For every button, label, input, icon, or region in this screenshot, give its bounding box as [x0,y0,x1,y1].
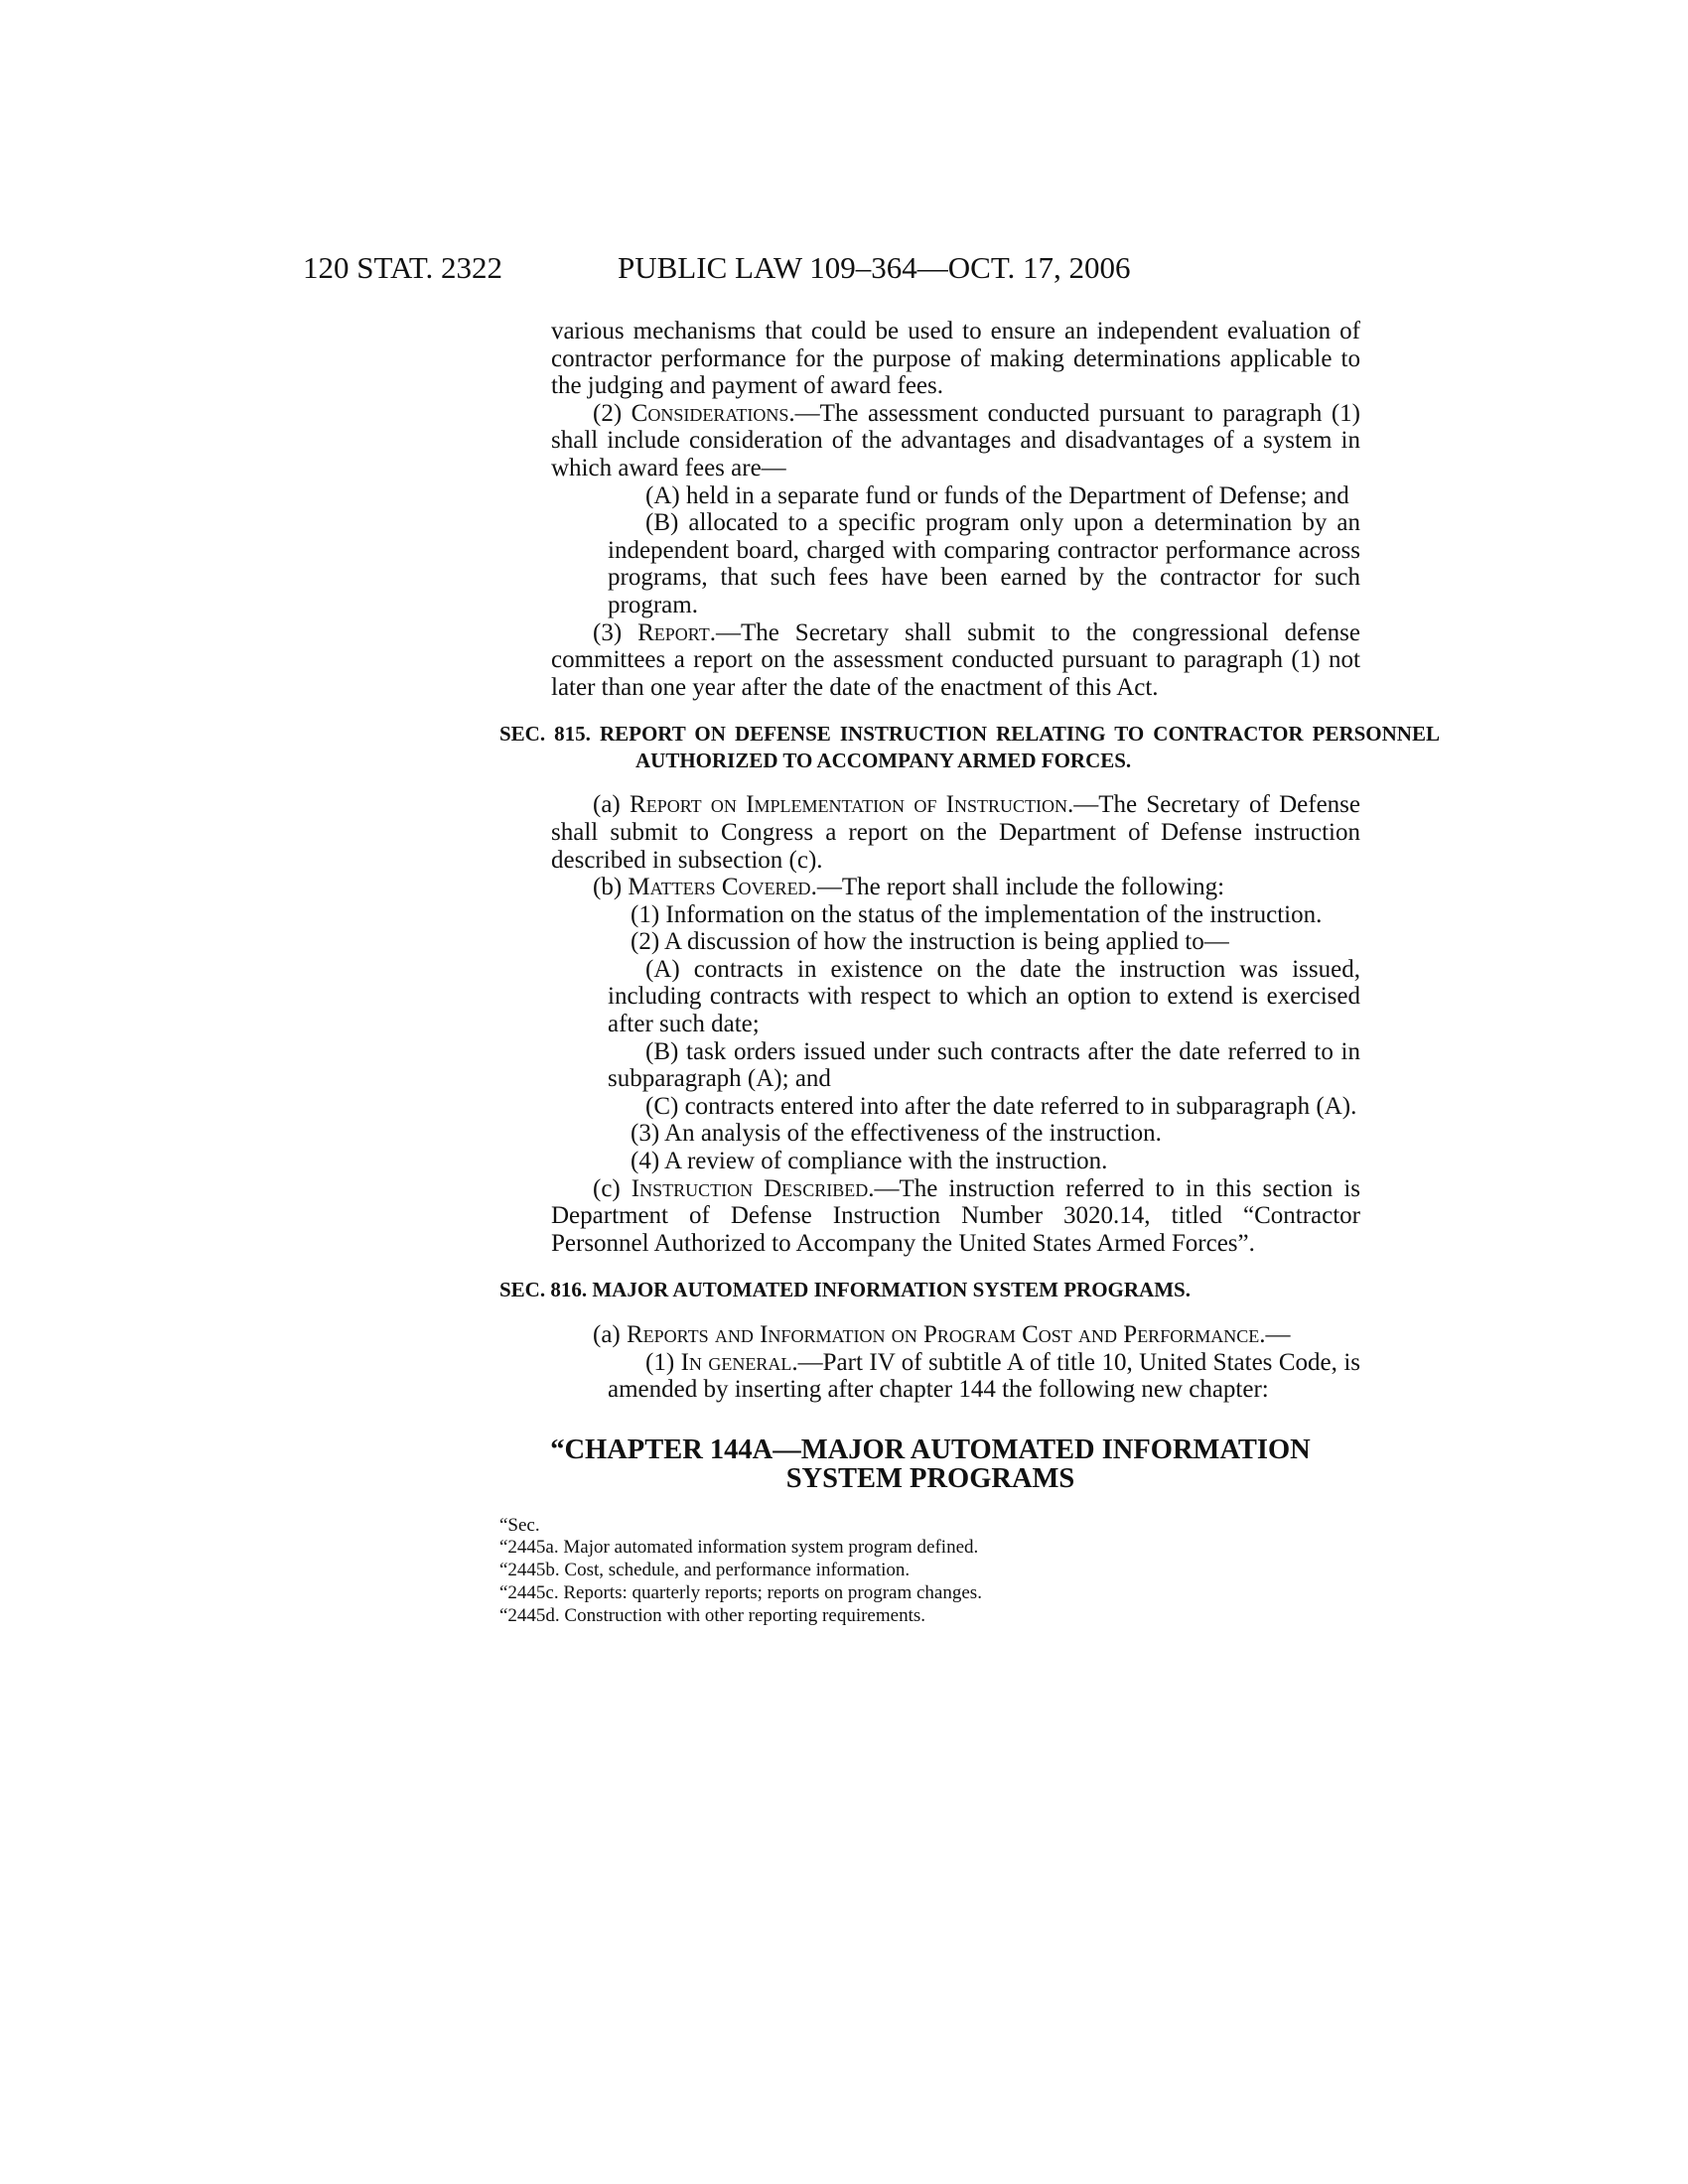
considerations-item-b: (B) allocated to a specific program only upon a determination by an independent board, charged with comparing contractor performance across programs, that such fees have been earned by the contractor for such program. [608,509,1360,618]
sec816-a-dash: .— [1259,1320,1291,1348]
sec816-a-number: (a) [593,1320,627,1348]
sec815-b-item-1: (1) Information on the status of the implementation of the instruction. [631,900,1323,928]
sec815-c-label: Instruction Described [631,1174,869,1202]
chapter-heading-line-1: “CHAPTER 144A—MAJOR AUTOMATED INFORMATION [550,1433,1311,1465]
sec815-b2-item-a: (A) contracts in existence on the date the instruction was issued, including contracts with respect to which an option to extend is exercised after such date; [608,955,1360,1038]
report-paragraph [551,619,1360,702]
chapter-heading-line-2: SYSTEM PROGRAMS [785,1462,1075,1494]
sec816-a1-text: .—Part IV of subtitle A of title 10, United States Code, is amended by inserting after chapter 144 the following new chapter: [608,1348,1361,1404]
toc-item: “2445b. Cost, schedule, and performance information. [499,1560,911,1581]
toc-sec-label: “Sec. [499,1514,540,1536]
sec815-a-number: (a) [593,791,631,819]
toc-item: “2445a. Major automated information system program defined. [499,1537,979,1559]
sec815-b2-item-c: (C) contracts entered into after the date referred to in subparagraph (A). [645,1092,1357,1120]
sec815-b-item-2: (2) A discussion of how the instruction is being applied to— [631,928,1229,956]
toc-item: “2445c. Reports: quarterly reports; reports on program changes. [499,1582,982,1604]
section-816-heading: SEC. 816. MAJOR AUTOMATED INFORMATION SYSTEM PROGRAMS. [499,1278,1191,1302]
sec815-b-item-3: (3) An analysis of the effectiveness of the instruction. [631,1120,1162,1148]
considerations-number: (2) [593,399,632,427]
public-law-title: PUBLIC LAW 109–364—OCT. 17, 2006 [618,250,1131,285]
sec816-a1-label: In general [680,1348,792,1376]
page-header [303,248,1196,288]
chapter-heading [503,1435,1357,1493]
sec815-subsection-b [551,874,1360,901]
sec816-a-paragraph-1 [551,1349,1360,1404]
toc-item: “2445d. Construction with other reporting requirements. [499,1604,925,1626]
continuation-paragraph: various mechanisms that could be used to ensure an independent evaluation of contractor performance for the purpose of making determinations applicable to the judging and payment of award fees. [551,318,1360,400]
section-815-heading: SEC. 815. REPORT ON DEFENSE INSTRUCTION RELATING TO CONTRACTOR PERSONNEL AUTHORIZED TO ACCOMPANY ARMED FORCES. [499,722,1440,772]
body-text [499,318,1440,1628]
considerations-label: Considerations [631,399,789,427]
sec815-c-number: (c) [593,1174,632,1202]
sec816-subsection-a [551,1321,1360,1349]
report-number: (3) [593,618,638,646]
sec815-b-label: Matters Covered [628,874,811,901]
sec815-subsection-a [551,791,1360,874]
sec816-a1-number: (1) [645,1348,681,1376]
considerations-paragraph [551,400,1360,482]
sec815-a-text: .—The Secretary of Defense shall submit to Congress a report on the Department of Defense instruction described in subsection (c). [551,791,1361,874]
sec815-b-item-4: (4) A review of compliance with the instruction. [631,1148,1108,1175]
sec816-a-label: Reports and Information on Program Cost and Performance [627,1320,1260,1348]
sec815-b-text: .—The report shall include the following: [810,874,1225,901]
sec815-a-label: Report on Implementation of Instruction [630,791,1067,819]
sec815-b-number: (b) [593,874,629,901]
sec815-b2-item-b: (B) task orders issued under such contracts after the date referred to in subparagraph (A); and [608,1037,1360,1093]
considerations-text: .—The assessment conducted pursuant to paragraph (1) shall include consideration of the advantages and disadvantages of a system in which award fees are— [551,399,1360,481]
sec815-c-text: .—The instruction referred to in this section is Department of Defense Instruction Number 3020.14, titled “Contractor Personnel Authorized to Accompany the United States Armed Forces”. [551,1174,1361,1257]
chapter-table-of-contents [499,1515,1360,1628]
stat-citation: 120 STAT. 2322 [303,250,503,285]
sec815-subsection-c [551,1175,1360,1258]
report-text: .—The Secretary shall submit to the congressional defense committees a report on the assessment conducted pursuant to paragraph (1) not later than one year after the date of the enactment of this Act. [551,618,1360,701]
report-label: Report [637,618,710,646]
considerations-item-a: (A) held in a separate fund or funds of the Department of Defense; and [645,481,1349,509]
